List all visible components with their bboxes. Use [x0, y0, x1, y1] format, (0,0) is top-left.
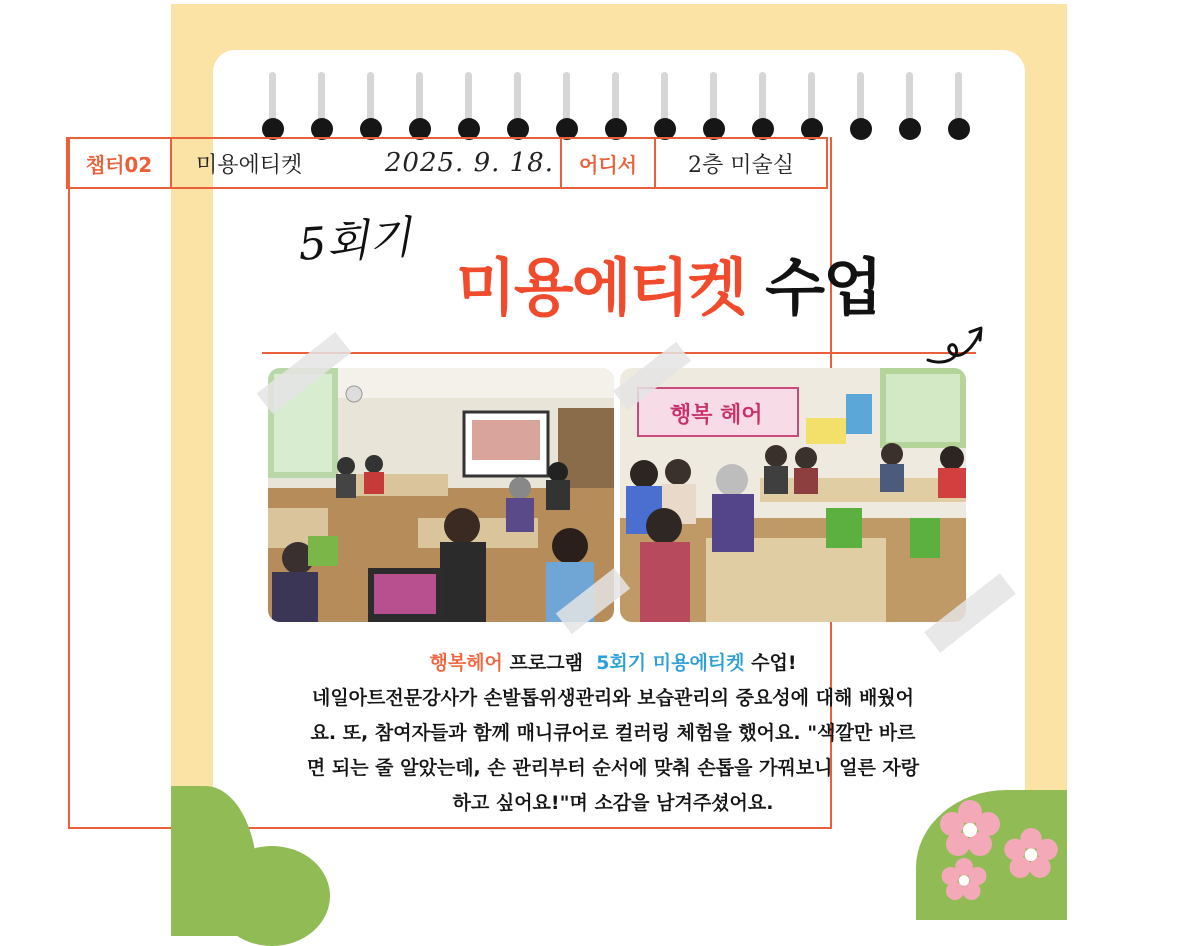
program-word: 프로그램 — [509, 652, 583, 674]
spiral-ring — [605, 72, 625, 142]
chapter-info — [172, 139, 562, 187]
where-label: 어디서 — [562, 139, 656, 187]
spiral-ring — [458, 72, 478, 142]
page-title — [456, 238, 881, 327]
info-header — [66, 137, 828, 189]
session-suffix: 수업! — [751, 652, 797, 674]
description — [242, 646, 984, 821]
squiggle-arrow-icon — [926, 322, 986, 368]
spiral-ring — [850, 72, 870, 142]
spiral-ring — [507, 72, 527, 142]
bush-decoration — [214, 846, 330, 946]
flower-icon — [936, 858, 992, 900]
session-label: 5회기 — [296, 212, 413, 271]
spiral-ring — [311, 72, 331, 142]
photo-classroom-right — [620, 368, 966, 622]
title-highlight: 미용에티켓 — [456, 251, 746, 324]
spiral-ring — [752, 72, 772, 142]
description-line-4: 면 되는 줄 알았는데, 손 관리부터 순서에 맞춰 손톱을 가꿔보니 얼른 자랑 — [306, 757, 920, 779]
title-rest: 수업 — [765, 251, 881, 324]
chapter-name: 미용에티켓 — [196, 152, 303, 178]
spiral-ring — [360, 72, 380, 142]
spiral-ring — [409, 72, 429, 142]
flower-icon — [1004, 828, 1058, 878]
flower-icon — [940, 800, 1000, 856]
date: 2025. 9. 18. — [384, 148, 554, 178]
photo-classroom-left — [268, 368, 614, 622]
description-line-5: 하고 싶어요!"며 소감을 남겨주셨어요. — [452, 792, 774, 814]
spiral-ring — [801, 72, 821, 142]
program-name: 행복헤어 — [429, 652, 503, 674]
description-line-1 — [242, 646, 984, 681]
spiral-ring — [556, 72, 576, 142]
spiral-ring — [703, 72, 723, 142]
description-line-3: 요. 또, 참여자들과 함께 매니큐어로 컬러링 체험을 했어요. "색깔만 바르 — [310, 722, 916, 744]
spiral-ring — [899, 72, 919, 142]
divider — [262, 352, 976, 354]
chapter-label: 챕터02 — [68, 139, 172, 187]
spiral-ring — [948, 72, 968, 142]
description-line-2: 네일아트전문강사가 손발톱위생관리와 보습관리의 중요성에 대해 배웠어 — [311, 687, 915, 709]
place: 2층 미술실 — [688, 152, 794, 178]
session-highlight: 5회기 미용에티켓 — [596, 652, 745, 674]
banner-text: 행복 헤어 — [670, 403, 763, 428]
spiral-ring — [654, 72, 674, 142]
spiral-ring — [262, 72, 282, 142]
